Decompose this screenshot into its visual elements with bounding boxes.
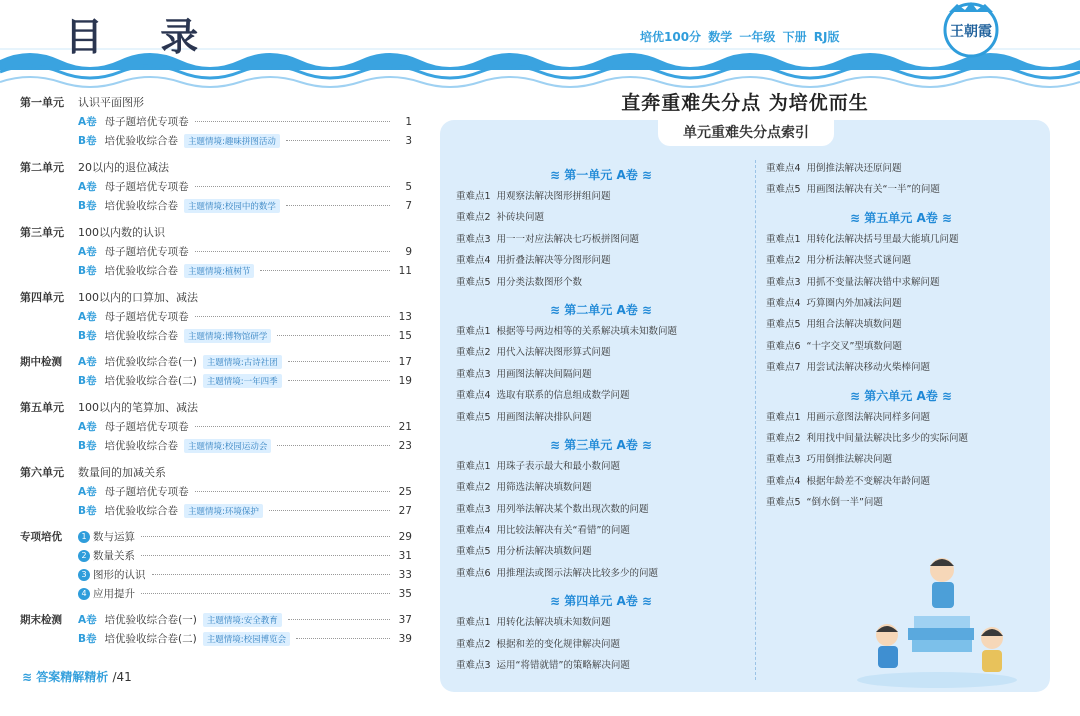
toc-entry-theme-tag: 主题情境:校园中的数学 bbox=[184, 199, 280, 213]
toc-entry[interactable] bbox=[20, 352, 412, 371]
index-point-text: 用转化法解决括号里最大能填几问题 bbox=[806, 233, 959, 245]
index-point bbox=[766, 158, 1036, 179]
index-section-heading bbox=[456, 164, 746, 186]
toc-dot-leader bbox=[195, 121, 390, 122]
index-point bbox=[456, 186, 746, 207]
toc-entry[interactable] bbox=[20, 527, 412, 546]
toc-entry-page: 7 bbox=[405, 199, 412, 212]
toc-entry[interactable] bbox=[20, 501, 412, 520]
toc-entry[interactable] bbox=[20, 196, 412, 215]
wave-icon: ≋ bbox=[637, 302, 652, 317]
index-point-label: 重难点3 bbox=[456, 660, 491, 672]
number-badge-icon: 4 bbox=[78, 588, 90, 600]
toc-entry[interactable] bbox=[20, 242, 412, 261]
index-point-label: 重难点4 bbox=[766, 163, 801, 174]
toc-entry-name: 培优验收综合卷 bbox=[104, 135, 179, 147]
index-point bbox=[766, 407, 1036, 428]
index-point-label: 重难点2 bbox=[456, 347, 491, 359]
answer-icon: ≋ bbox=[22, 670, 33, 684]
wave-icon: ≋ bbox=[850, 388, 865, 403]
toc-entry-theme-tag: 主题情境:博物馆研学 bbox=[184, 329, 271, 343]
toc-entry-theme-tag: 主题情境:植树节 bbox=[184, 264, 254, 278]
toc-entry-page: 13 bbox=[398, 310, 412, 323]
index-point-text: 根据和差的变化规律解决问题 bbox=[496, 638, 621, 650]
wave-icon: ≋ bbox=[550, 168, 565, 182]
toc-unit bbox=[20, 527, 412, 603]
toc-dot-leader bbox=[195, 316, 390, 317]
toc-entry[interactable] bbox=[20, 417, 412, 436]
index-point bbox=[766, 428, 1036, 449]
index-point-text: 用比较法解决有关“看错”的问题 bbox=[496, 525, 630, 537]
toc-dot-leader bbox=[286, 140, 390, 141]
toc-entry-volume: B卷 bbox=[78, 375, 97, 387]
index-point bbox=[456, 364, 746, 385]
toc-unit-title: 100以内的笔算加、减法 bbox=[78, 401, 198, 414]
index-point bbox=[766, 314, 1036, 335]
toc-unit-heading bbox=[20, 397, 412, 417]
index-point-text: 用一一对应法解决七巧板拼图问题 bbox=[496, 233, 640, 245]
toc-entry-name: 数量关系 bbox=[93, 550, 135, 562]
toc-entry-theme-tag: 主题情境:古诗社团 bbox=[203, 355, 282, 369]
index-point-label: 重难点1 bbox=[766, 411, 801, 423]
answer-label: 答案精解精析 bbox=[36, 670, 109, 684]
index-point-text: 用倒推法解决还原问题 bbox=[806, 163, 902, 174]
toc-entry-volume: A卷 bbox=[78, 486, 97, 498]
index-point-text: 用画图法解决排队问题 bbox=[496, 411, 592, 423]
wave-icon: ≋ bbox=[550, 302, 565, 317]
index-point-label: 重难点1 bbox=[456, 460, 491, 472]
index-point-label: 重难点2 bbox=[456, 212, 491, 224]
table-of-contents bbox=[20, 92, 412, 655]
index-point bbox=[456, 456, 746, 477]
section-heading-text: 第五单元 A卷 bbox=[864, 210, 938, 225]
number-badge-icon: 1 bbox=[78, 531, 90, 543]
page-header bbox=[0, 0, 1080, 92]
toc-dot-leader bbox=[288, 380, 390, 381]
wave-icon: ≋ bbox=[850, 210, 865, 225]
toc-entry-page: 19 bbox=[398, 374, 412, 387]
toc-entry-page: 1 bbox=[405, 115, 412, 128]
wave-icon: ≋ bbox=[937, 210, 952, 225]
toc-entry-name: 母子题培优专项卷 bbox=[104, 181, 189, 193]
toc-entry-volume: B卷 bbox=[78, 505, 97, 517]
toc-unit-heading bbox=[20, 222, 412, 242]
toc-unit-heading bbox=[20, 462, 412, 482]
toc-dot-leader bbox=[195, 251, 390, 252]
toc-dot-leader bbox=[195, 186, 390, 187]
page-title: 目 录 bbox=[65, 15, 221, 59]
index-banner: 单元重难失分点索引 bbox=[658, 120, 834, 146]
toc-entry-volume: B卷 bbox=[78, 440, 97, 452]
svg-text:王朝霞: 王朝霞 bbox=[950, 24, 992, 40]
index-point bbox=[766, 449, 1036, 470]
index-point-label: 重难点2 bbox=[456, 638, 491, 650]
index-point-label: 重难点3 bbox=[456, 368, 491, 380]
toc-unit-number: 第二单元 bbox=[20, 161, 64, 174]
toc-entry[interactable] bbox=[20, 436, 412, 455]
toc-entry-name: 培优验收综合卷 bbox=[104, 265, 179, 277]
toc-entry[interactable] bbox=[20, 482, 412, 501]
index-point bbox=[766, 272, 1036, 293]
section-heading-text: 第六单元 A卷 bbox=[864, 388, 938, 403]
index-point-text: 用转化法解决填未知数问题 bbox=[496, 617, 611, 629]
toc-entry[interactable] bbox=[20, 546, 412, 565]
toc-entry[interactable] bbox=[20, 307, 412, 326]
toc-dot-leader bbox=[195, 426, 390, 427]
index-point-label: 重难点4 bbox=[766, 475, 801, 487]
toc-dot-leader bbox=[152, 574, 391, 575]
index-point-label: 重难点3 bbox=[766, 454, 801, 466]
index-point-label: 重难点5 bbox=[456, 411, 491, 423]
toc-entry-volume: B卷 bbox=[78, 265, 97, 277]
wave-icon: ≋ bbox=[550, 437, 565, 452]
index-point-label: 重难点4 bbox=[456, 525, 491, 537]
index-point-text: 用分析法解决填数问题 bbox=[496, 546, 592, 558]
index-point-text: 用画图法解决间隔问题 bbox=[496, 368, 592, 380]
toc-entry-page: 23 bbox=[398, 439, 412, 452]
toc-entry-page: 17 bbox=[398, 355, 412, 368]
toc-entry[interactable] bbox=[20, 610, 412, 629]
index-point-label: 重难点5 bbox=[456, 546, 491, 558]
toc-entry-theme-tag: 主题情境:趣味拼图活动 bbox=[184, 134, 280, 148]
toc-entry-page: 11 bbox=[398, 264, 412, 277]
index-point bbox=[766, 471, 1036, 492]
toc-entry-name: 母子题培优专项卷 bbox=[104, 246, 189, 258]
index-point bbox=[766, 229, 1036, 250]
toc-entry-volume: A卷 bbox=[78, 116, 97, 128]
index-point bbox=[456, 612, 746, 633]
index-point-label: 重难点2 bbox=[766, 432, 801, 444]
index-point-text: 用分析法解决竖式谜问题 bbox=[806, 255, 912, 267]
toc-unit bbox=[20, 352, 412, 390]
toc-entry-page: 3 bbox=[405, 134, 412, 147]
section-heading-text: 第二单元 A卷 bbox=[564, 302, 638, 317]
toc-dot-leader bbox=[288, 619, 390, 620]
toc-unit-number: 第三单元 bbox=[20, 226, 64, 239]
toc-entry-page: 27 bbox=[398, 504, 412, 517]
index-point-text: 用折叠法解决等分图形问题 bbox=[496, 255, 611, 267]
index-point-label: 重难点1 bbox=[456, 191, 491, 202]
toc-unit-number: 专项培优 bbox=[20, 531, 62, 543]
toc-entry-theme-tag: 主题情境:校园博览会 bbox=[203, 632, 290, 646]
column-divider bbox=[755, 160, 756, 680]
toc-unit bbox=[20, 610, 412, 648]
toc-entry[interactable] bbox=[20, 177, 412, 196]
index-point-text: 用尝试法解决移动火柴棒问题 bbox=[806, 362, 931, 374]
toc-unit-heading bbox=[20, 157, 412, 177]
toc-unit-title: 20以内的退位减法 bbox=[78, 161, 169, 174]
index-point bbox=[456, 250, 746, 271]
toc-entry-page: 35 bbox=[398, 587, 412, 600]
toc-entry-volume: B卷 bbox=[78, 200, 97, 212]
toc-entry-volume: B卷 bbox=[78, 633, 97, 645]
toc-dot-leader bbox=[269, 510, 390, 511]
toc-unit-title: 100以内数的认识 bbox=[78, 226, 165, 239]
index-point-label: 重难点2 bbox=[456, 482, 491, 494]
index-point bbox=[456, 477, 746, 498]
index-point-text: 巧算圈内外加减法问题 bbox=[806, 297, 902, 309]
toc-unit-title: 认识平面图形 bbox=[78, 96, 144, 109]
section-heading-text: 第一单元 A卷 bbox=[564, 168, 638, 182]
toc-entry-name: 培优验收综合卷(一) bbox=[104, 614, 197, 626]
toc-entry-name: 培优验收综合卷 bbox=[104, 505, 179, 517]
brand-logo bbox=[935, 0, 1007, 58]
index-point-text: 利用找中间量法解决比多少的实际问题 bbox=[806, 432, 969, 444]
toc-entry-volume: A卷 bbox=[78, 421, 97, 433]
toc-entry-page: 5 bbox=[405, 180, 412, 193]
toc-entry-volume: A卷 bbox=[78, 356, 97, 368]
index-point-label: 重难点1 bbox=[456, 325, 491, 337]
index-point-label: 重难点5 bbox=[766, 497, 801, 509]
index-section-heading bbox=[766, 207, 1036, 229]
toc-entry-page: 33 bbox=[398, 568, 412, 581]
toc-entry-page: 15 bbox=[398, 329, 412, 342]
number-badge-icon: 2 bbox=[78, 550, 90, 562]
toc-dot-leader bbox=[296, 638, 390, 639]
wave-icon: ≋ bbox=[550, 594, 565, 609]
toc-entry-volume: A卷 bbox=[78, 311, 97, 323]
index-point-label: 重难点3 bbox=[456, 503, 491, 515]
index-point-text: 用列举法解决某个数出现次数的问题 bbox=[496, 503, 649, 515]
index-point-label: 重难点4 bbox=[456, 390, 491, 402]
toc-unit bbox=[20, 397, 412, 455]
toc-entry-name: 培优验收综合卷(二) bbox=[104, 375, 197, 387]
toc-entry[interactable] bbox=[20, 131, 412, 150]
toc-entry[interactable] bbox=[20, 371, 412, 390]
index-point-text: 用观察法解决图形拼组问题 bbox=[496, 191, 611, 202]
index-point bbox=[456, 321, 746, 342]
wave-icon: ≋ bbox=[637, 594, 652, 609]
index-point-text: 用代入法解决图形算式问题 bbox=[496, 347, 611, 359]
index-point-text: 用分类法数图形个数 bbox=[496, 276, 583, 288]
toc-entry[interactable] bbox=[20, 584, 412, 603]
toc-dot-leader bbox=[277, 335, 390, 336]
toc-dot-leader bbox=[141, 593, 390, 594]
answer-page: /41 bbox=[112, 670, 132, 684]
toc-entry-name: 培优验收综合卷(二) bbox=[104, 633, 197, 645]
index-point bbox=[766, 336, 1036, 357]
index-point bbox=[456, 499, 746, 520]
toc-entry-name: 母子题培优专项卷 bbox=[104, 116, 189, 128]
toc-entry-name: 培优验收综合卷 bbox=[104, 200, 179, 212]
wave-icon: ≋ bbox=[637, 168, 652, 182]
wave-icon: ≋ bbox=[937, 388, 952, 403]
toc-entry-page: 37 bbox=[398, 613, 412, 626]
index-point-label: 重难点4 bbox=[456, 255, 491, 267]
toc-entry-theme-tag: 主题情境:安全教育 bbox=[203, 613, 282, 627]
toc-dot-leader bbox=[286, 205, 390, 206]
index-point bbox=[766, 357, 1036, 378]
index-point-text: 用推理法或图示法解决比较多少的问题 bbox=[496, 567, 659, 579]
index-point bbox=[456, 655, 746, 676]
index-right-column bbox=[766, 158, 1036, 513]
toc-unit-number: 第四单元 bbox=[20, 291, 64, 304]
index-point-label: 重难点4 bbox=[766, 297, 801, 309]
toc-dot-leader bbox=[277, 445, 390, 446]
index-point-label: 重难点1 bbox=[456, 617, 491, 629]
toc-entry-name: 母子题培优专项卷 bbox=[104, 311, 189, 323]
index-point bbox=[766, 293, 1036, 314]
wave-icon: ≋ bbox=[637, 437, 652, 452]
index-point-text: “倒水倒一半”问题 bbox=[806, 497, 883, 509]
index-section-heading bbox=[456, 590, 746, 612]
toc-entry[interactable] bbox=[20, 565, 412, 584]
toc-entry-page: 9 bbox=[405, 245, 412, 258]
toc-unit-heading bbox=[20, 287, 412, 307]
index-point-text: 用筛选法解决填数问题 bbox=[496, 482, 592, 494]
index-point-label: 重难点6 bbox=[456, 567, 491, 579]
toc-entry-theme-tag: 主题情境:校园运动会 bbox=[184, 439, 271, 453]
index-point bbox=[456, 229, 746, 250]
toc-dot-leader bbox=[141, 555, 390, 556]
number-badge-icon: 3 bbox=[78, 569, 90, 581]
book-subtitle: 培优100分 数学 一年级 下册 RJ版 bbox=[640, 30, 840, 44]
toc-unit-number: 期中检测 bbox=[20, 356, 62, 368]
index-point bbox=[766, 179, 1036, 200]
answer-section[interactable] bbox=[22, 668, 132, 685]
toc-entry-volume: A卷 bbox=[78, 246, 97, 258]
index-point-label: 重难点3 bbox=[456, 233, 491, 245]
toc-entry-name: 培优验收综合卷 bbox=[104, 440, 179, 452]
toc-unit-number: 第五单元 bbox=[20, 401, 64, 414]
toc-entry-name: 数与运算 bbox=[93, 531, 135, 543]
index-point-label: 重难点7 bbox=[766, 362, 801, 374]
toc-unit-number: 第一单元 bbox=[20, 96, 64, 109]
index-point bbox=[766, 492, 1036, 513]
toc-unit-title: 数量间的加减关系 bbox=[78, 466, 166, 479]
index-point bbox=[456, 207, 746, 228]
section-heading-text: 第四单元 A卷 bbox=[564, 594, 638, 609]
index-point-text: 补砖块问题 bbox=[496, 212, 545, 224]
toc-entry-volume: A卷 bbox=[78, 614, 97, 626]
index-point-text: 用抓不变量法解决错中求解问题 bbox=[806, 276, 940, 288]
index-point bbox=[456, 541, 746, 562]
toc-entry[interactable] bbox=[20, 261, 412, 280]
toc-entry-page: 21 bbox=[398, 420, 412, 433]
toc-entry-name: 培优验收综合卷(一) bbox=[104, 356, 197, 368]
index-point-text: 选取有联系的信息组成数学问题 bbox=[496, 390, 630, 402]
index-point-text: 用组合法解决填数问题 bbox=[806, 319, 902, 331]
index-point bbox=[456, 563, 746, 584]
index-point bbox=[456, 520, 746, 541]
toc-unit-title: 100以内的口算加、减法 bbox=[78, 291, 198, 304]
index-point-text: 用画图法解决有关“一半”的问题 bbox=[806, 184, 940, 196]
toc-entry-volume: B卷 bbox=[78, 330, 97, 342]
toc-unit-number: 期末检测 bbox=[20, 614, 62, 626]
toc-entry-name: 培优验收综合卷 bbox=[104, 330, 179, 342]
toc-entry-page: 29 bbox=[398, 530, 412, 543]
index-point bbox=[456, 407, 746, 428]
toc-unit bbox=[20, 92, 412, 150]
toc-entry-name: 应用提升 bbox=[93, 588, 135, 600]
index-point bbox=[456, 385, 746, 406]
toc-entry-page: 31 bbox=[398, 549, 412, 562]
index-point bbox=[456, 342, 746, 363]
toc-unit bbox=[20, 157, 412, 215]
toc-dot-leader bbox=[195, 491, 390, 492]
toc-entry-volume: A卷 bbox=[78, 181, 97, 193]
index-point bbox=[456, 272, 746, 293]
index-point bbox=[456, 634, 746, 655]
index-point-text: 根据年龄差不变解决年龄问题 bbox=[806, 475, 931, 487]
toc-unit bbox=[20, 222, 412, 280]
index-point-label: 重难点6 bbox=[766, 340, 801, 352]
toc-entry[interactable] bbox=[20, 629, 412, 648]
kids-illustration bbox=[852, 540, 1022, 690]
right-title: 直奔重难失分点 为培优而生 bbox=[621, 92, 869, 114]
toc-entry[interactable] bbox=[20, 326, 412, 345]
index-point-label: 重难点5 bbox=[766, 319, 801, 331]
index-point-text: 根据等号两边相等的关系解决填未知数问题 bbox=[496, 325, 678, 337]
index-point-text: “十字交叉”型填数问题 bbox=[806, 340, 902, 352]
index-point-label: 重难点1 bbox=[766, 233, 801, 245]
toc-entry-theme-tag: 主题情境:一年四季 bbox=[203, 374, 282, 388]
toc-unit bbox=[20, 287, 412, 345]
toc-unit bbox=[20, 462, 412, 520]
toc-unit-number: 第六单元 bbox=[20, 466, 64, 479]
toc-entry-volume: B卷 bbox=[78, 135, 97, 147]
toc-entry-name: 图形的认识 bbox=[93, 569, 146, 581]
index-point-text: 用画示意图法解决同样多问题 bbox=[806, 411, 931, 423]
toc-entry-theme-tag: 主题情境:环境保护 bbox=[184, 504, 263, 518]
toc-dot-leader bbox=[141, 536, 390, 537]
index-point-label: 重难点3 bbox=[766, 276, 801, 288]
index-point-label: 重难点5 bbox=[766, 184, 801, 196]
index-point-label: 重难点2 bbox=[766, 255, 801, 267]
toc-entry[interactable] bbox=[20, 112, 412, 131]
index-section-heading bbox=[456, 299, 746, 321]
toc-entry-page: 39 bbox=[398, 632, 412, 645]
toc-entry-page: 25 bbox=[398, 485, 412, 498]
toc-dot-leader bbox=[260, 270, 390, 271]
index-point-text: 运用“将错就错”的策略解决问题 bbox=[496, 660, 630, 672]
toc-dot-leader bbox=[288, 361, 390, 362]
section-heading-text: 第三单元 A卷 bbox=[564, 437, 638, 452]
toc-entry-name: 母子题培优专项卷 bbox=[104, 421, 189, 433]
index-section-heading bbox=[766, 385, 1036, 407]
toc-entry-name: 母子题培优专项卷 bbox=[104, 486, 189, 498]
index-point-label: 重难点5 bbox=[456, 276, 491, 288]
index-point-text: 巧用倒推法解决问题 bbox=[806, 454, 893, 466]
index-point-text: 用珠子表示最大和最小数问题 bbox=[496, 460, 621, 472]
index-left-column bbox=[456, 158, 746, 676]
toc-unit-heading bbox=[20, 92, 412, 112]
index-point bbox=[766, 250, 1036, 271]
index-section-heading bbox=[456, 434, 746, 456]
